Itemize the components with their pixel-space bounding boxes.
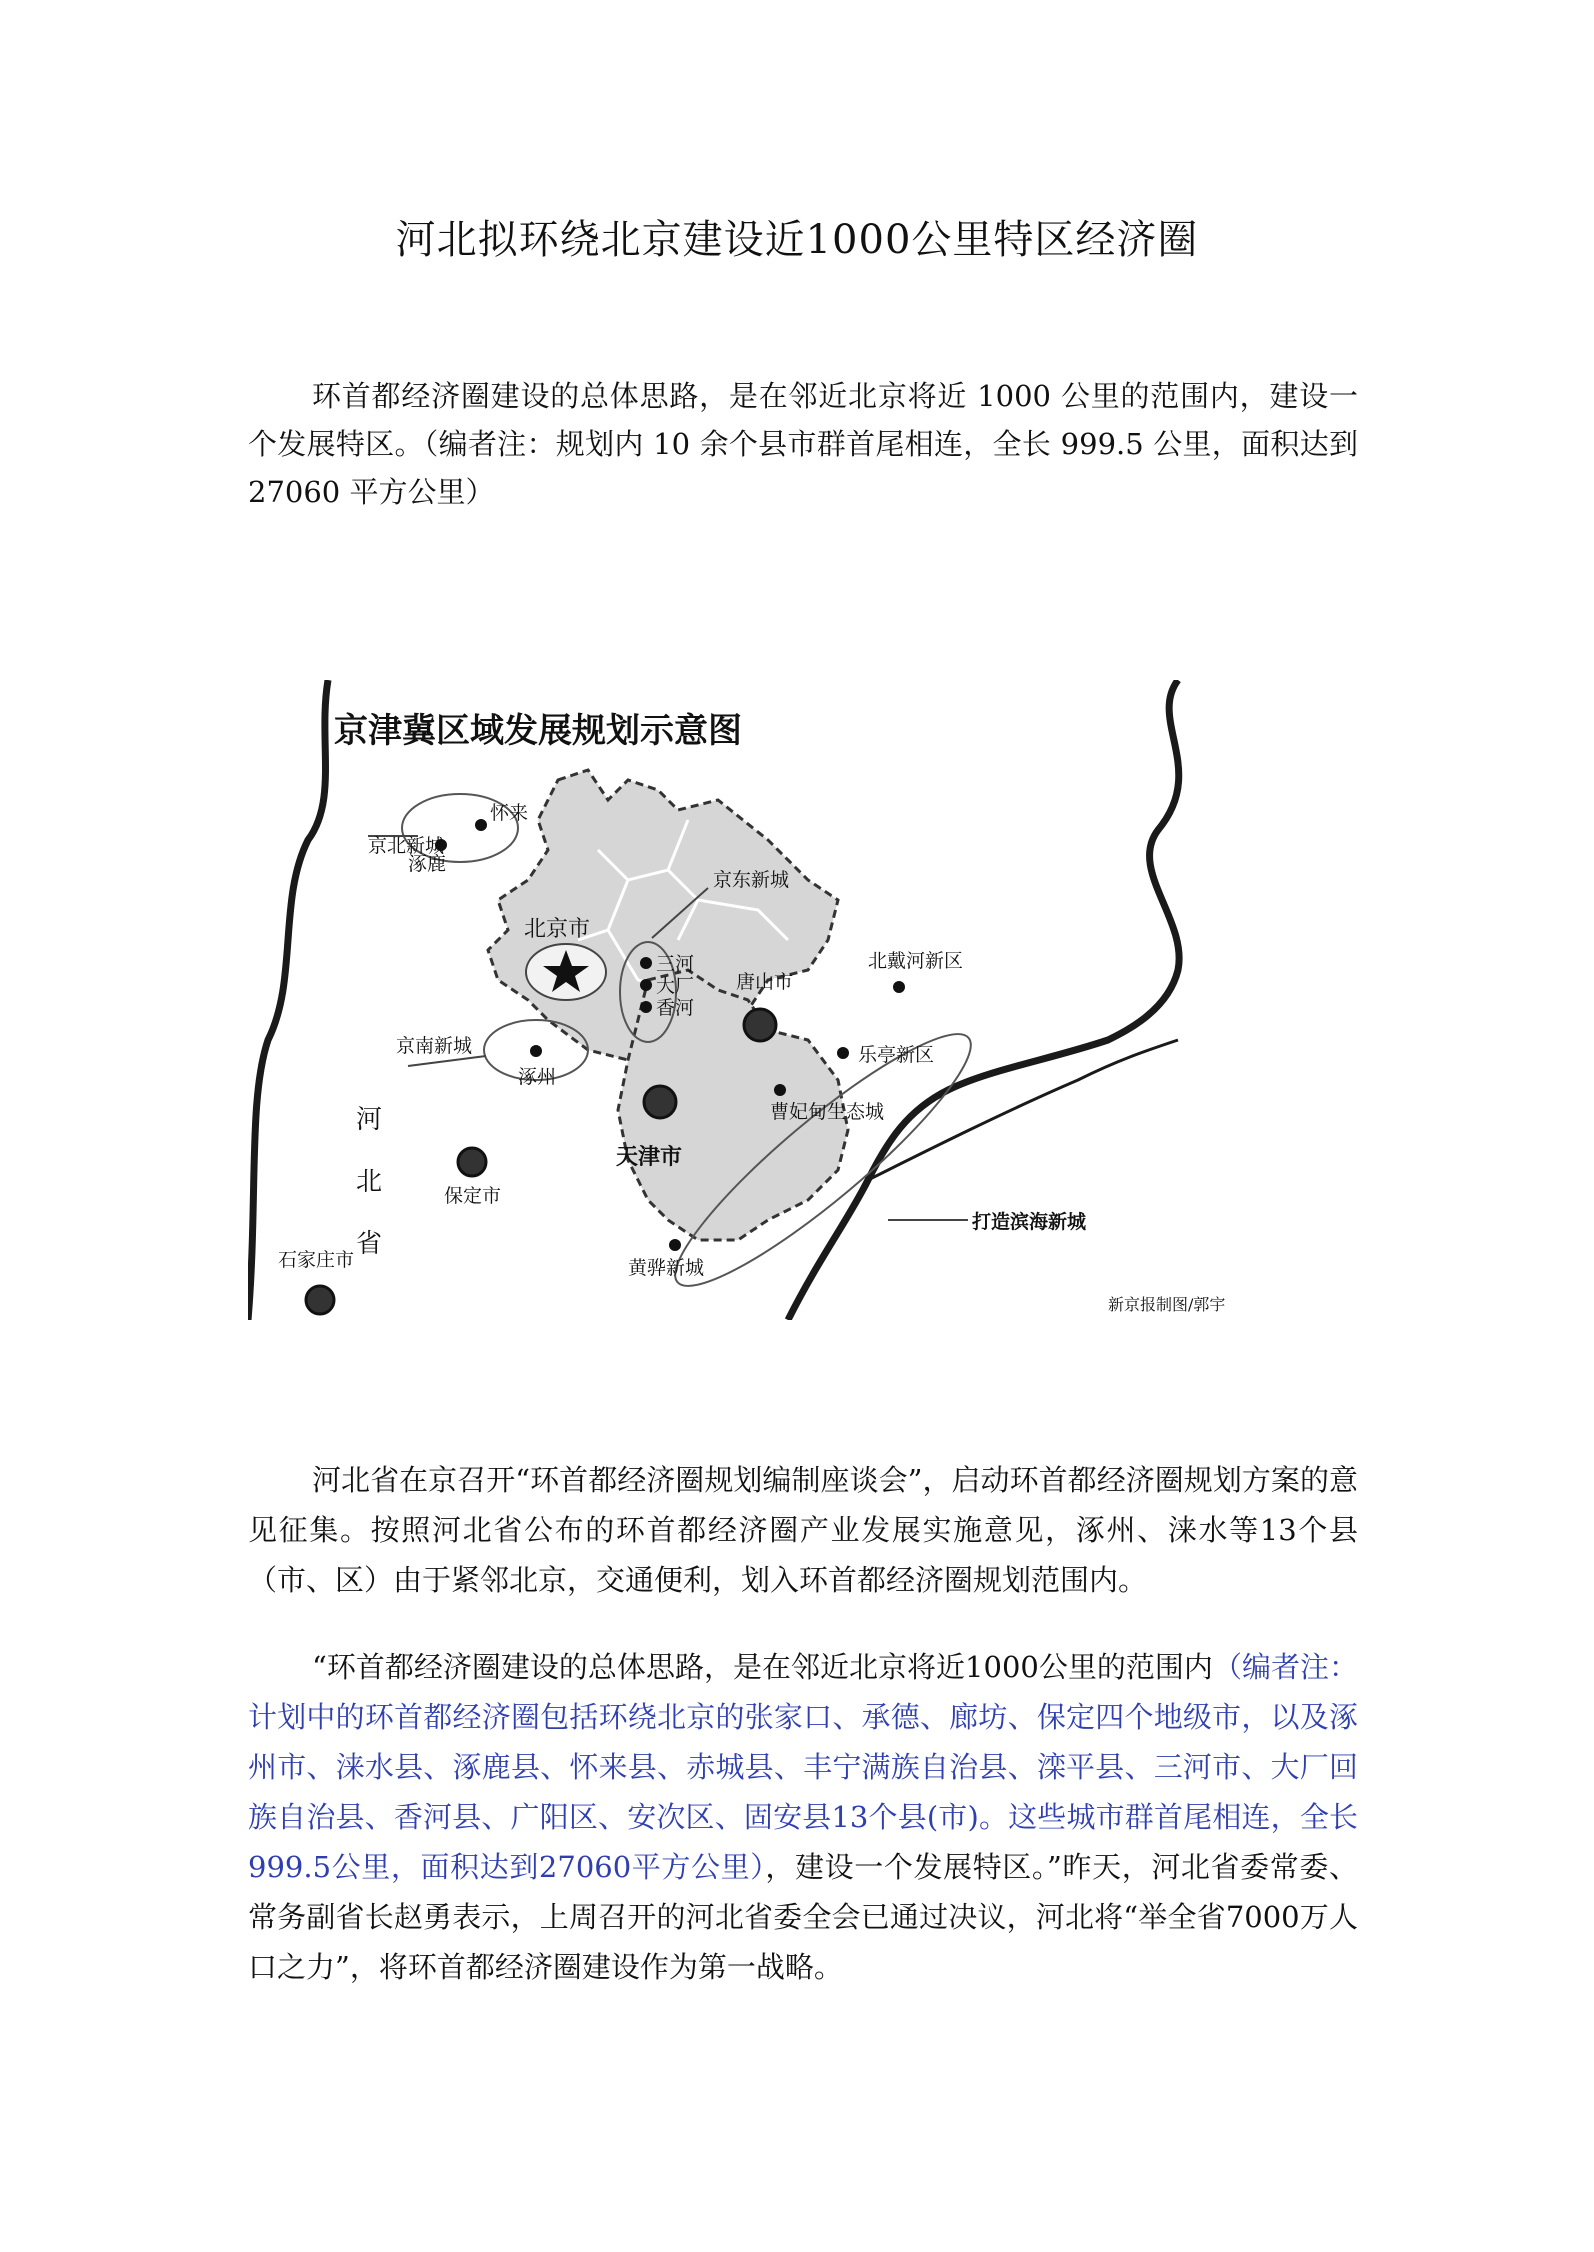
page-title: 河北拟环绕北京建设近1000公里特区经济圈 <box>395 217 1199 263</box>
zone-label-jingdong: 京东新城 <box>713 869 790 891</box>
label-zhuolu: 涿鹿 <box>408 853 447 875</box>
editor-note: （编者注：计划中的环首都经济圈包括环绕北京的张家口、承德、廊坊、保定四个地级市，以及涿州市、涞水县、涿鹿县、怀来县、赤城县、丰宁满族自治县、滦平县、三河市、大厂回族自治县、香河县、广阳区、安次区、固安县13个县(市)。这些城市群首尾相连，全长999.5公里，面积达到27060平方公里） <box>248 1650 1358 1884</box>
label-huailai: 怀来 <box>490 802 529 824</box>
paragraph-strategy <box>248 1642 1358 1992</box>
region-map <box>248 680 1304 1320</box>
label-sanhe: 三河 <box>656 953 695 975</box>
label-tangshan: 唐山市 <box>736 971 794 993</box>
beidaihe-dot <box>893 981 905 993</box>
strategy-text-start: “环首都经济圈建设的总体思路，是在邻近北京将近1000公里的范围内 <box>312 1650 1213 1684</box>
tangshan-dot <box>744 1009 776 1041</box>
label-xianghe: 香河 <box>656 997 695 1019</box>
label-zhuozhou: 涿州 <box>518 1066 557 1088</box>
strategy-text-end: ，建设一个发展特区。”昨天，河北省委常委、常务副省长赵勇表示，上周召开的河北省委全会已通过决议，河北将“举全省7000万人口之力”，将环首都经济圈建设作为第一战略。 <box>248 1850 1359 1984</box>
paragraph-intro: 环首都经济圈建设的总体思路，是在邻近北京将近 1000 公里的范围内，建设一个发展特区。（编者注：规划内 10 余个县市群首尾相连，全长 999.5 公里，面积达到 27060 平方公里） <box>248 379 1358 509</box>
label-shijiazhuang: 石家庄市 <box>278 1249 355 1271</box>
label-baoding: 保定市 <box>444 1185 502 1207</box>
zone-label-jingbei: 京北新城 <box>368 835 445 857</box>
huailai-dot <box>475 819 487 831</box>
paragraph-meeting: 河北省在京召开“环首都经济圈规划编制座谈会”，启动环首都经济圈规划方案的意见征集。按照河北省公布的环首都经济圈产业发展实施意见，涿州、涞水等13个县（市、区）由于紧邻北京，交通便利，划入环首都经济圈规划范围内。 <box>248 1463 1358 1597</box>
caofeidian-dot <box>774 1084 786 1096</box>
label-dachang: 大厂 <box>656 975 695 997</box>
shijiazhuang-dot <box>306 1286 334 1314</box>
label-tianjin: 天津市 <box>616 1144 683 1170</box>
label-huanghua: 黄骅新城 <box>628 1257 705 1279</box>
map-title: 京津冀区域发展规划示意图 <box>334 711 742 751</box>
label-caofeidian: 曹妃甸生态城 <box>770 1101 885 1123</box>
tianjin-dot <box>644 1086 676 1118</box>
province-label-3: 省 <box>356 1229 383 1259</box>
label-beidaihe: 北戴河新区 <box>868 950 964 972</box>
baoding-dot <box>458 1148 486 1176</box>
zhuozhou-dot <box>530 1045 542 1057</box>
huanghua-dot <box>669 1239 681 1251</box>
zone-label-jingnan: 京南新城 <box>396 1035 473 1057</box>
label-beijing: 北京市 <box>524 917 591 942</box>
xianghe-dot <box>640 1001 652 1013</box>
sanhe-dot <box>640 957 652 969</box>
zone-label-binhai: 打造滨海新城 <box>972 1211 1087 1233</box>
map-credit: 新京报制图/郭宇 <box>1108 1295 1226 1314</box>
province-label-2: 北 <box>356 1167 383 1197</box>
label-leting: 乐亭新区 <box>858 1044 935 1066</box>
dachang-dot <box>640 979 652 991</box>
province-label-1: 河 <box>356 1105 383 1135</box>
map-svg <box>248 680 1304 1320</box>
leting-dot <box>837 1047 849 1059</box>
